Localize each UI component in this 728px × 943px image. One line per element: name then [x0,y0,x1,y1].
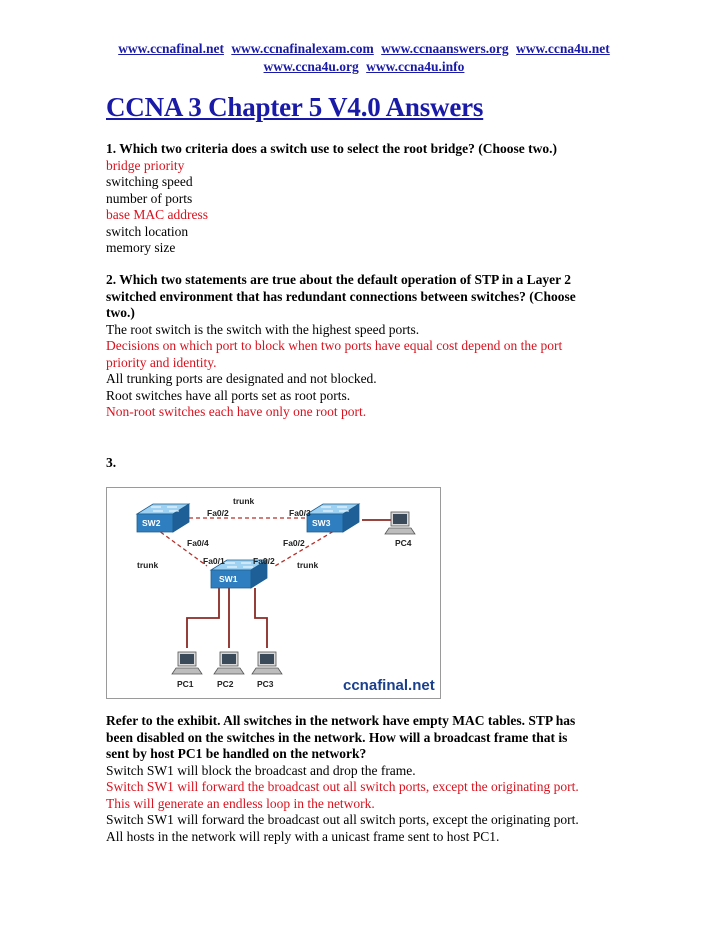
link-ccna4u-org[interactable]: www.ccna4u.org [263,59,359,74]
link-ccnafinalexam-com[interactable]: www.ccnafinalexam.com [231,41,374,56]
link-ccnafinal-net[interactable]: www.ccnafinal.net [118,41,224,56]
network-diagram [107,488,440,698]
header-links-row-1 [0,40,728,58]
link-ccna4u-info[interactable]: www.ccna4u.info [366,59,465,74]
answer-option: bridge priority [106,157,185,173]
question-3-number: 3. [106,455,117,470]
label-trunk-top: trunk [233,496,255,506]
answer-option: All trunking ports are designated and not blocked. [106,371,377,386]
label-pc2: PC2 [217,679,234,689]
answer-option: base MAC address [106,207,208,222]
question-line: sent by host PC1 be handled on the network? [106,746,367,761]
question-number: 2 [106,272,113,287]
question-line: Which two statements are true about the default operation of STP in a Layer 2 [119,272,571,287]
answer-option: switch location [106,223,189,239]
svg-text:SW2: SW2 [142,518,161,528]
label-sw1-fa01: Fa0/1 [203,556,225,566]
question-2-text: 2. Which two statements are true about the default operation of STP in a Layer 2 [106,272,571,287]
label-sw3-fa03: Fa0/3 [289,508,311,518]
label-sw1-fa02: Fa0/2 [253,556,275,566]
switch-sw2-icon [137,504,189,532]
question-line: switched environment that has redundant connections between switches? (Choose [106,288,576,304]
pc1-icon [172,652,202,674]
answer-option: Non-root switches each have only one root port. [106,404,367,419]
answer-option: The root switch is the switch with the highest speed ports. [106,321,420,337]
answer-option: number of ports [106,190,193,206]
answer-option: All hosts in the network will reply with a unicast frame sent to host PC1. [106,828,500,844]
link-ccnaanswers-org[interactable]: www.ccnaanswers.org [381,41,509,56]
question-1-text: 1. Which two criteria does a switch use to select the root bridge? (Choose two.) [106,141,557,156]
question-number: 1 [106,141,113,156]
watermark-ccnafinal: ccnafinal.net [343,677,435,694]
question-number: 3 [106,455,113,470]
answer-option: Switch SW1 will forward the broadcast out all switch ports, except the originating port. [106,812,579,827]
answer-option: priority and identity. [106,354,217,370]
pc2-icon [214,652,244,674]
network-exhibit [106,487,441,699]
answer-option: Root switches have all ports set as root ports. [106,387,351,403]
answer-option: switching speed [106,174,193,189]
question-line: two.) [106,305,135,320]
pc3-icon [252,652,282,674]
switch-sw3-icon [307,504,359,532]
answer-option: Switch SW1 will block the broadcast and drop the frame. [106,762,416,778]
page-title: CCNA 3 Chapter 5 V4.0 Answers [106,92,484,122]
question-line: been disabled on the switches in the network. How will a broadcast frame that is [106,729,568,745]
answer-option: memory size [106,240,176,255]
label-trunk-left: trunk [137,560,159,570]
question-3 [106,713,626,845]
header-links-row-2 [0,58,728,76]
label-sw2-fa04: Fa0/4 [187,538,209,548]
answer-option: Switch SW1 will forward the broadcast out all switch ports, except the originating port. [106,779,579,794]
label-pc3: PC3 [257,679,274,689]
svg-text:SW3: SW3 [312,518,331,528]
question-line: Refer to the exhibit. All switches in the network have empty MAC tables. STP has [106,713,576,728]
label-trunk-right: trunk [297,560,319,570]
answer-option: Decisions on which port to block when two ports have equal cost depend on the port [106,338,563,353]
answer-option: This will generate an endless loop in the network. [106,795,375,811]
pc4-icon [385,512,415,534]
label-sw2-fa02: Fa0/2 [207,508,229,518]
svg-text:SW1: SW1 [219,574,238,584]
link-sw1-pc1 [187,588,219,648]
question-1 [106,141,626,257]
link-ccna4u-net[interactable]: www.ccna4u.net [516,41,610,56]
question-2 [106,272,626,421]
link-sw1-pc3 [255,588,267,648]
label-sw3-fa02: Fa0/2 [283,538,305,548]
label-pc4: PC4 [395,538,412,548]
label-pc1: PC1 [177,679,194,689]
question-line: Which two criteria does a switch use to select the root bridge? (Choose two.) [119,141,557,156]
